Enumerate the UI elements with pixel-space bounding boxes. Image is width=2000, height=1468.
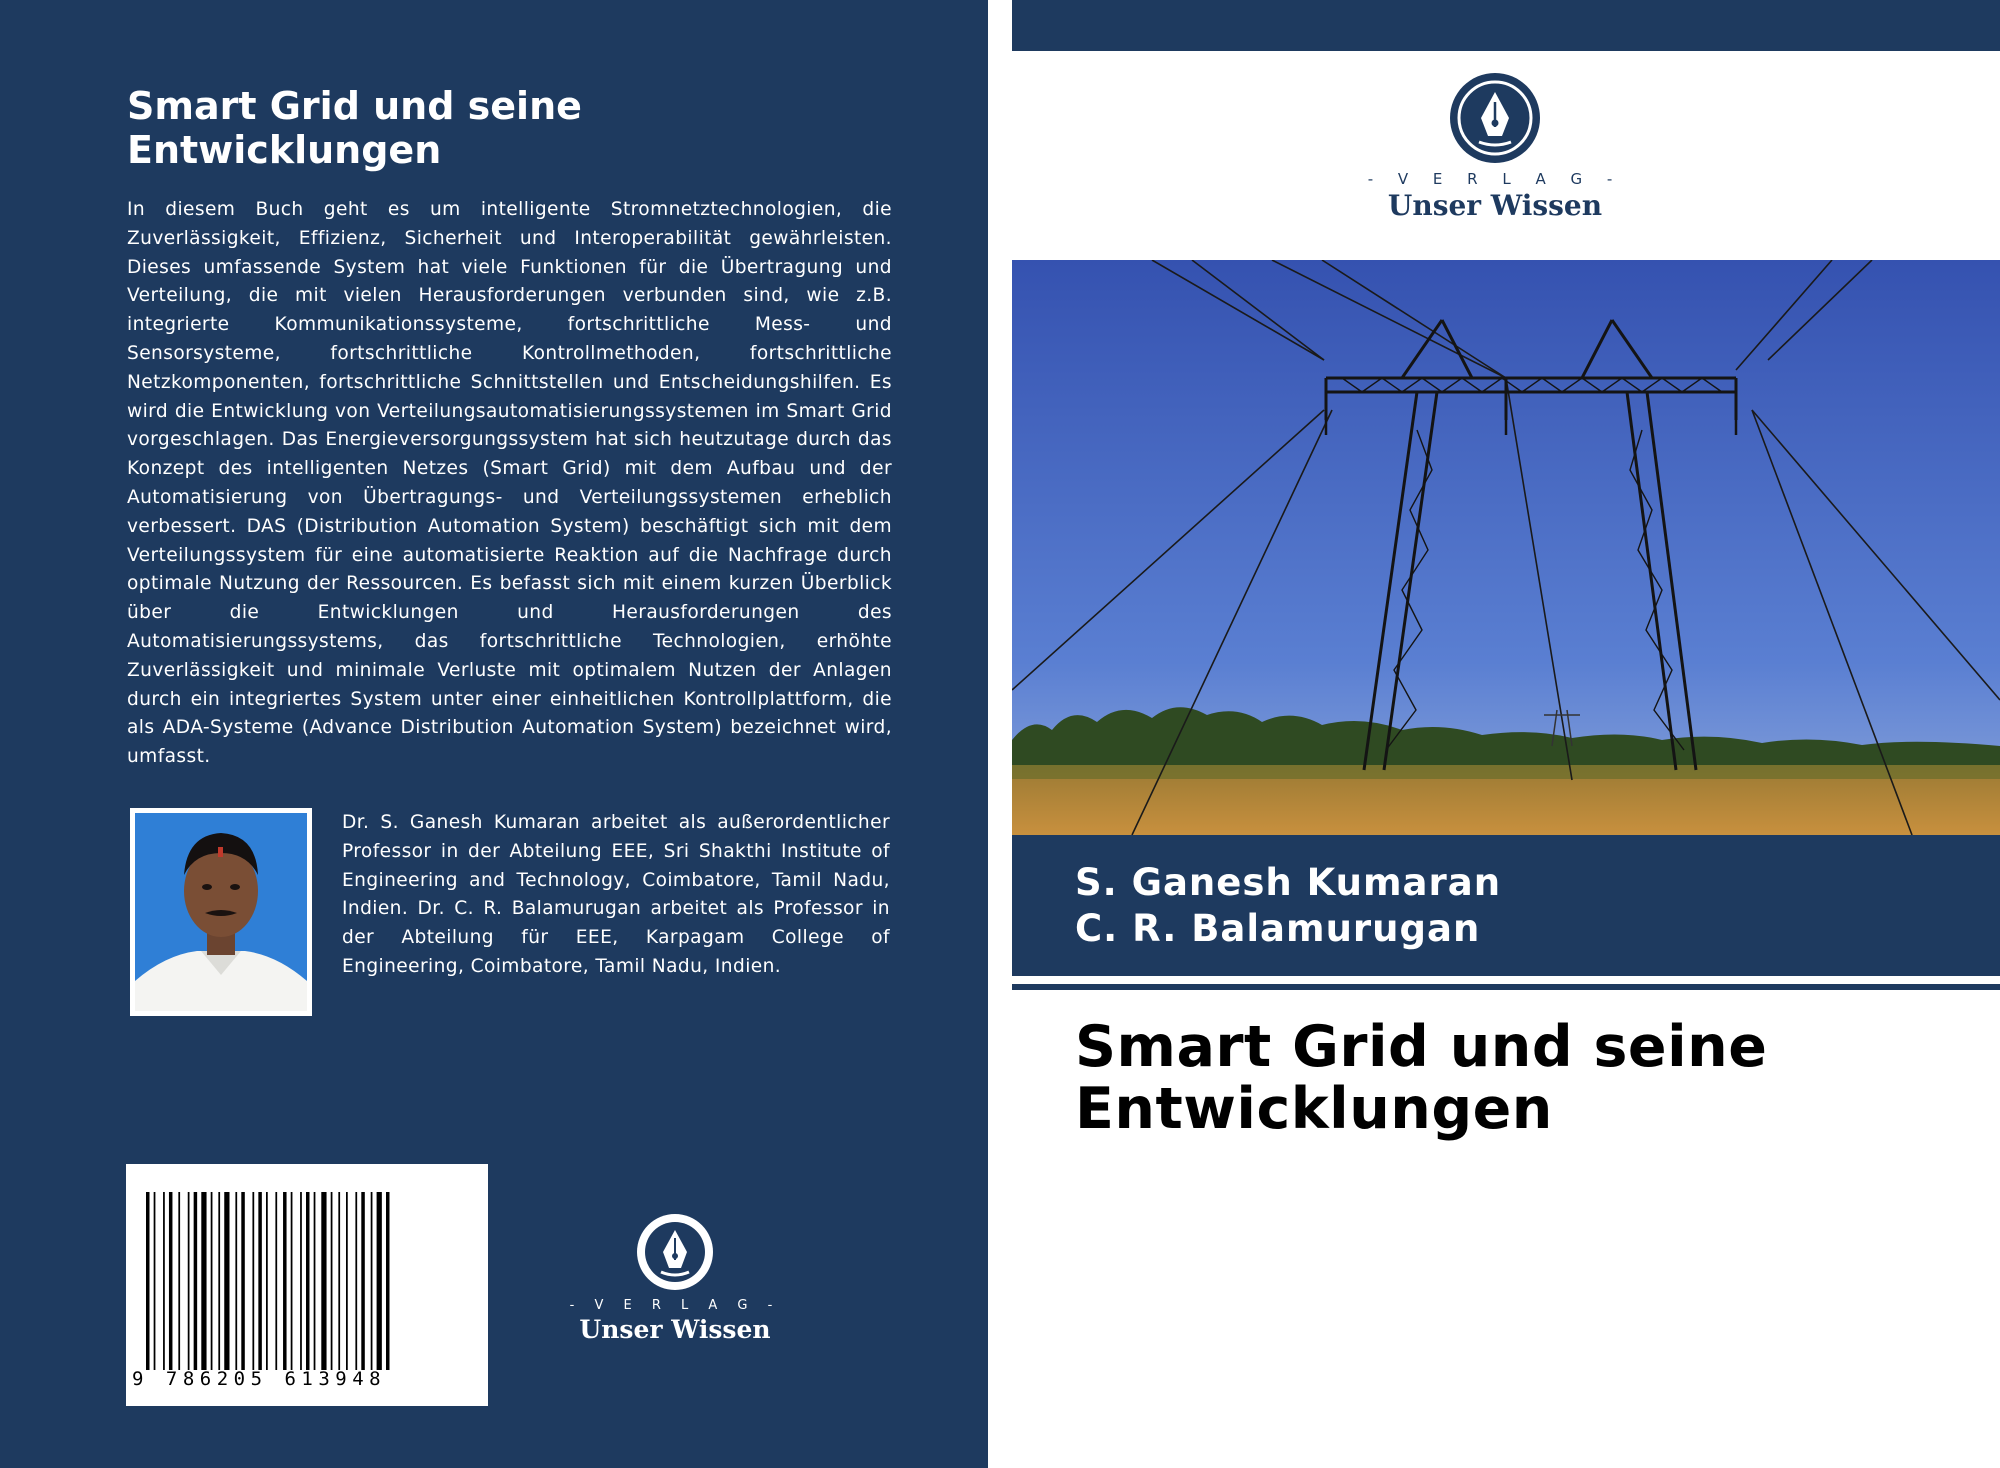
isbn-barcode [126,1164,488,1406]
author-bio: Dr. S. Ganesh Kumaran arbeitet als außerordentlicher Professor in der Abteilung EEE, Sri Shakthi Institute of Engineering and Technology, Coimbatore, Tamil Nadu, Indien. Dr. C. R. Balamurugan arbeitet als Professor in der Abteilung für EEE, Karpagam College of Engineering, Coimbatore, Tamil Nadu, Indien. [342,812,890,977]
front-publisher-name: Unser Wissen [1387,189,1603,222]
book-blurb: In diesem Buch geht es um intelligente Stromnetztechnologien, die Zuverlässigkeit, Effizienz, Sicherheit und Interoperabilität gewährleisten. Dieses umfassende System hat viele Funktionen für die Übertragung und Verteilung, die mit vielen Herausforderungen verbunden sind, wie z.B. integrierte Kommunikationssysteme, fortschrittliche Mess- und Sensorsysteme, fortschrittliche Kontrollmethoden, fortschrittliche Netzkomponenten, fortschrittliche Schnittstellen und Entscheidungshilfen. Es wird die Entwicklung von Verteilungsautomatisierungssystemen im Smart Grid vorgeschlagen. Das Energieversorgungssystem hat sich heutzutage durch das Konzept des intelligenten Netzes (Smart Grid) mit dem Aufbau und der Automatisierung von Übertragungs- und Verteilungssystemen erheblich verbessert. DAS (Distribution Automation System) beschäftigt sich mit dem Verteilungssystem für eine automatisierte Reaktion auf die Nachfrage durch optimale Nutzung der Ressourcen. Es befasst sich mit einem kurzen Überblick über die Entwicklungen und Herausforderungen des Automatisierungssystems, das fortschrittliche Technologien, erhöhte Zuverlässigkeit und minimale Verluste mit optimalem Nutzen der Anlagen durch ein integriertes System unter einer einheitlichen Kontrollplattform, die als ADA-Systeme (Advance Distribution Automation System) bezeichnet wird, umfasst. [127,199,892,768]
back-title-line2: Entwicklungen [127,128,442,172]
front-cover-title [1075,1016,1975,1140]
author-name-2: C. R. Balamurugan [1075,907,1481,950]
front-top-bar [1012,0,2000,51]
front-title-line2: Entwicklungen [1075,1076,1553,1142]
isbn-number: 9 786205 613948 [132,1368,387,1390]
back-title-line1: Smart Grid und seine [127,84,582,128]
authors-band [1012,835,2000,976]
front-publisher-logo [1340,72,1650,232]
back-verlag-label: - V E R L A G - [569,1298,781,1313]
back-publisher-name: Unser Wissen [579,1315,771,1344]
author-portrait-icon [135,813,307,1011]
back-cover [0,0,988,1468]
cover-photo [1012,260,2000,835]
author-photo [130,808,312,1016]
title-divider [1012,984,2000,990]
fountain-pen-nib-emblem-icon [635,1212,715,1292]
power-transmission-tower-icon [1012,260,2000,835]
back-publisher-logo [560,1212,790,1342]
barcode-icon [146,1192,468,1370]
fountain-pen-nib-emblem-icon [1449,72,1541,164]
back-cover-title [127,84,887,172]
author-name-1: S. Ganesh Kumaran [1075,861,1502,904]
front-verlag-label: - V E R L A G - [1367,170,1623,188]
front-title-line1: Smart Grid und seine [1075,1014,1768,1080]
